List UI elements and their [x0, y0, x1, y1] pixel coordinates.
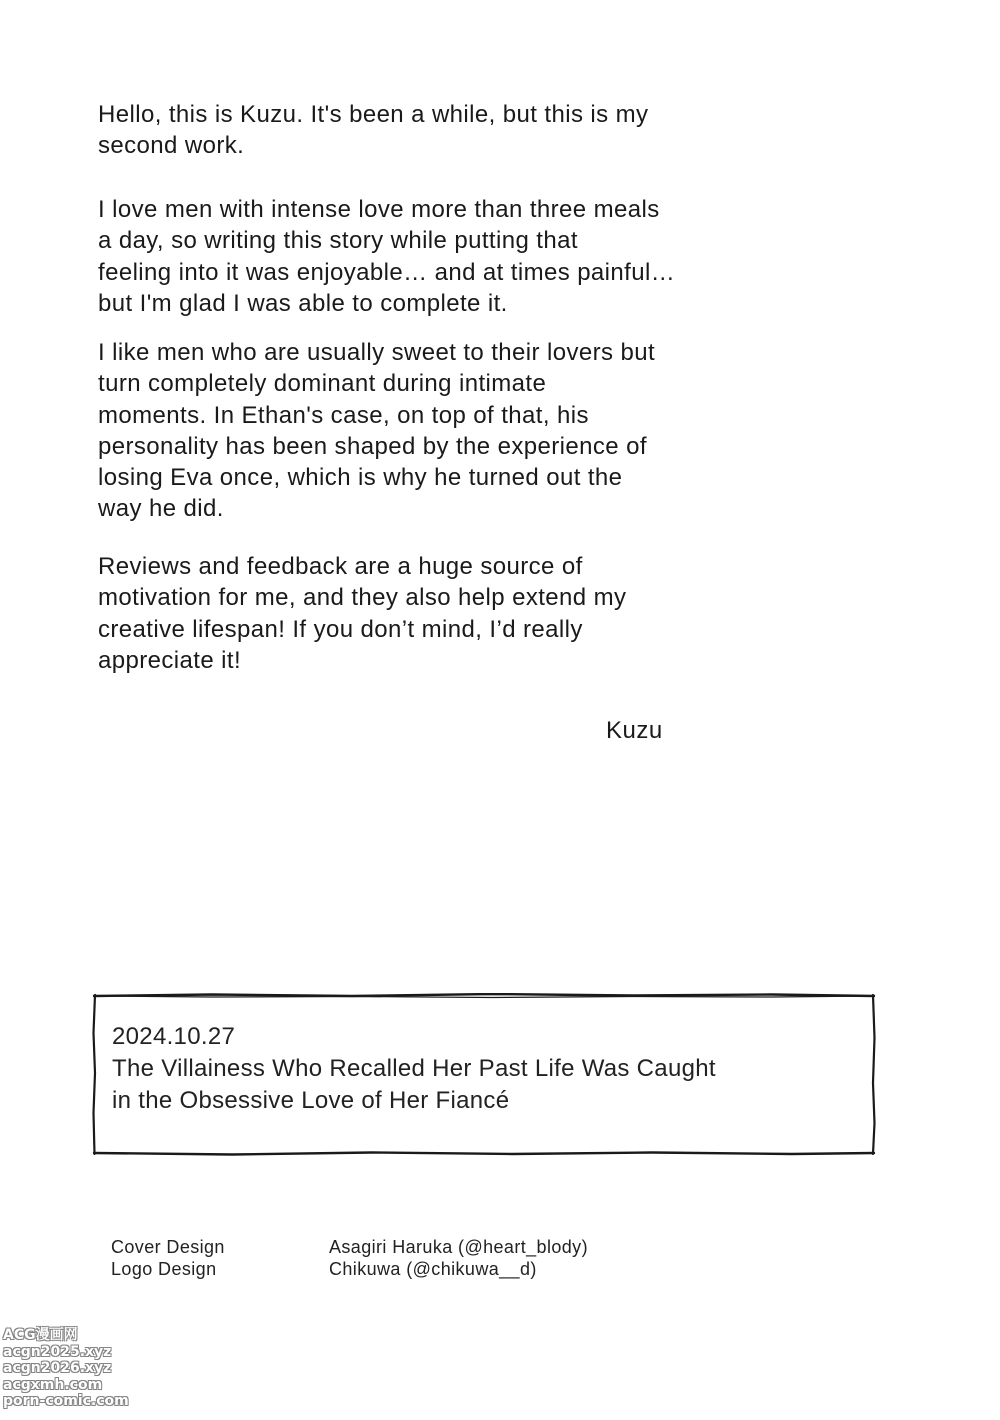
- author-signature: Kuzu: [606, 717, 663, 744]
- text-line: I love men with intense love more than three meals: [98, 196, 660, 223]
- text-line: I like men who are usually sweet to their lovers but: [98, 339, 656, 366]
- colophon-text: [112, 1021, 716, 1117]
- afterword-paragraph-3: [98, 337, 738, 525]
- watermark-line: porn-comic.com: [3, 1393, 129, 1409]
- text-line: motivation for me, and they also help extend my: [98, 584, 627, 612]
- credit-roles: [111, 1236, 225, 1280]
- text-line: way he did.: [98, 495, 224, 523]
- afterword-paragraph-1: [98, 99, 738, 162]
- book-title-line: The Villainess Who Recalled Her Past Life Was Caught: [112, 1055, 716, 1082]
- book-title-line: in the Obsessive Love of Her Fiancé: [112, 1087, 510, 1114]
- text-line: losing Eva once, which is why he turned out the: [98, 464, 623, 492]
- afterword-paragraph-4: [98, 551, 738, 676]
- watermark-line: acgn2026.xyz: [3, 1360, 112, 1376]
- text-line: moments. In Ethan's case, on top of that, his: [98, 401, 589, 429]
- text-line: but I'm glad I was able to complete it.: [98, 289, 508, 317]
- watermark-line: ACG漫画网: [3, 1327, 78, 1343]
- watermark-line: acgxmh.com: [3, 1376, 103, 1393]
- text-line: Reviews and feedback are a huge source of: [98, 553, 583, 580]
- text-line: a day, so writing this story while putting that: [98, 227, 578, 255]
- afterword-paragraph-2: [98, 194, 738, 319]
- credit-name: Asagiri Haruka (@heart_blody): [329, 1237, 588, 1257]
- site-watermark: [3, 1327, 153, 1410]
- text-line: second work.: [98, 132, 245, 160]
- credit-role: Logo Design: [111, 1259, 217, 1279]
- watermark-line: acgn2025.xyz: [3, 1343, 112, 1360]
- text-line: creative lifespan! If you don’t mind, I’d really: [98, 615, 583, 643]
- credit-names: [329, 1236, 588, 1280]
- credit-role: Cover Design: [111, 1237, 225, 1257]
- text-line: Hello, this is Kuzu. It's been a while, but this is my: [98, 101, 649, 128]
- text-line: feeling into it was enjoyable… and at times painful…: [98, 258, 676, 286]
- publication-date: 2024.10.27: [112, 1023, 236, 1050]
- text-line: appreciate it!: [98, 646, 242, 674]
- text-line: turn completely dominant during intimate: [98, 370, 547, 398]
- credit-name: Chikuwa (@chikuwa__d): [329, 1259, 537, 1279]
- colophon-box: [92, 993, 876, 1156]
- text-line: personality has been shaped by the experience of: [98, 432, 647, 460]
